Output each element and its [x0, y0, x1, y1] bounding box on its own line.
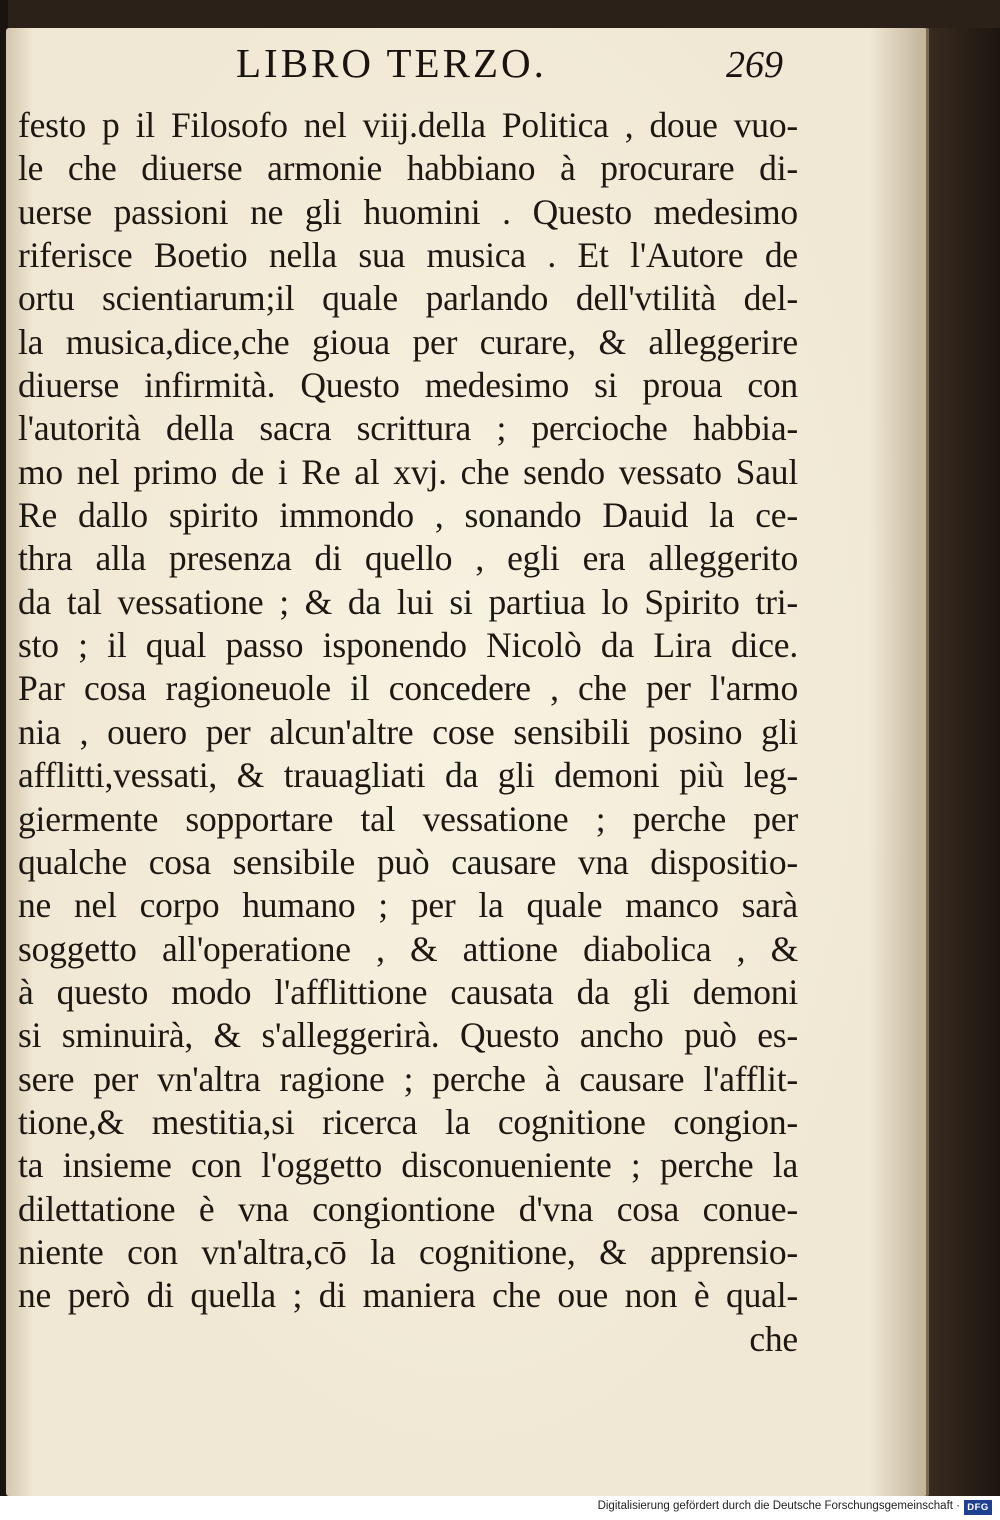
text-line: ne però di quella ; di maniera che oue non è qual- [18, 1275, 798, 1316]
text-line: riferisce Boetio nella sua musica . Et l'Autore de [18, 235, 798, 276]
footer-bar [0, 1496, 1000, 1520]
text-line: si sminuirà, & s'alleggerirà. Questo ancho può es- [18, 1015, 798, 1056]
text-line: le che diuerse armonie habbiano à procurare di- [18, 148, 798, 189]
running-head-title: LIBRO TERZO. [236, 40, 547, 86]
book-edge [924, 28, 1000, 1496]
text-line: giermente sopportare tal vessatione ; perche per [18, 798, 798, 839]
text-line: sto ; il qual passo isponendo Nicolò da Lira dice. [18, 625, 798, 666]
text-line: nia , ouero per alcun'altre cose sensibili posino gli [18, 711, 798, 752]
text-line: sere per vn'altra ragione ; perche à causare l'afflit- [18, 1058, 798, 1099]
text-line: l'autorità della sacra scrittura ; percioche habbia- [18, 408, 798, 449]
body-text [18, 104, 798, 1361]
dfg-logo-icon: DFG [964, 1500, 992, 1515]
text-line: qualche cosa sensibile può causare vna dispositio- [18, 841, 798, 882]
text-line: ortu scientiarum;il quale parlando dell'vtilità del- [18, 278, 798, 319]
text-line: Par cosa ragioneuole il concedere , che per l'armo [18, 668, 798, 709]
text-line: la musica,dice,che gioua per curare, & alleggerire [18, 321, 798, 362]
text-line: diuerse infirmità. Questo medesimo si proua con [18, 365, 798, 406]
text-line: uerse passioni ne gli huomini . Questo medesimo [18, 191, 798, 232]
text-line: soggetto all'operatione , & attione diabolica , & [18, 928, 798, 969]
text-line: niente con vn'altra,cō la cognitione, & apprensio- [18, 1231, 798, 1272]
text-line: da tal vessatione ; & da lui si partiua lo Spirito tri- [18, 581, 798, 622]
text-line: festo p il Filosofo nel viij.della Politica , doue vuo- [18, 105, 798, 145]
text-line: à questo modo l'afflittione causata da gli demoni [18, 971, 798, 1012]
text-line: ta insieme con l'oggetto disconueniente ; perche la [18, 1145, 798, 1186]
running-head [0, 38, 1000, 88]
text-line: thra alla presenza di quello , egli era alleggerito [18, 538, 798, 579]
text-line: ne nel corpo humano ; per la quale manco sarà [18, 885, 798, 926]
catchword: che [749, 1318, 798, 1359]
text-line: dilettatione è vna congiontione d'vna cosa conue- [18, 1188, 798, 1229]
text-line: tione,& mestitia,si ricerca la cognitione congion- [18, 1101, 798, 1142]
page-number: 269 [726, 44, 783, 86]
text-line: Re dallo spirito immondo , sonando Dauid la ce- [18, 495, 798, 536]
text-line: mo nel primo de i Re al xvj. che sendo vessato Saul [18, 451, 798, 492]
funding-credit: Digitalisierung gefördert durch die Deutsche Forschungsgemeinschaft · [597, 1500, 960, 1512]
text-line: afflitti,vessati, & trauagliati da gli demoni più leg- [18, 755, 798, 796]
